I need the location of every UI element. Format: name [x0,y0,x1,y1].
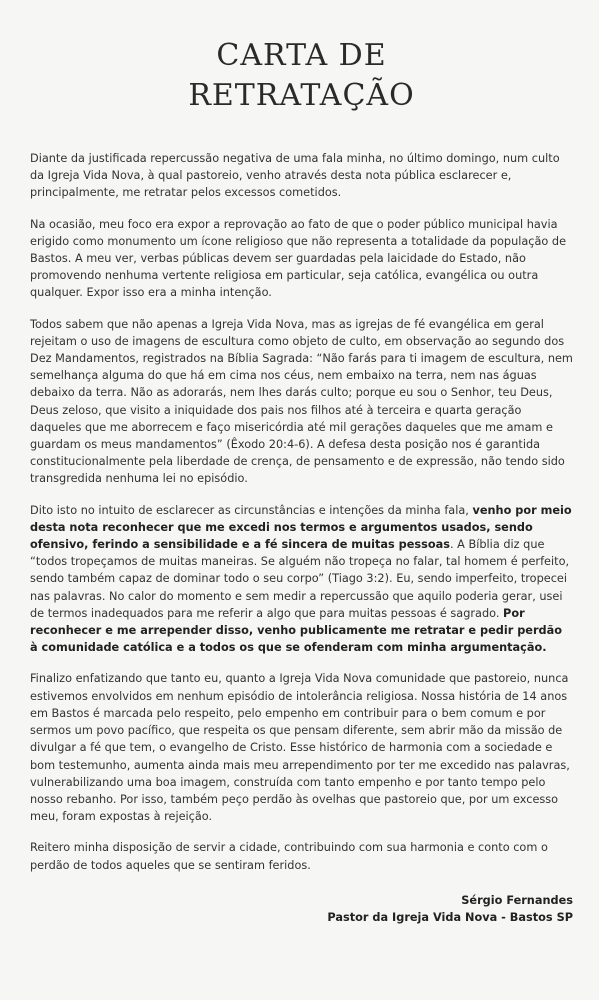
paragraph-4-bold-b: venho por meio desta nota reconhecer que me excedi nos termos e argumentos usados, sendo ofensivo, ferindo a sensibilidade e a fé sincera de muitas pessoas [30,503,572,552]
paragraph-4-bold-d: Por reconhecer e me arrepender disso, venho publicamente me retratar e pedir perdão à comunidade católica e a todos os que se ofenderam com minha argumentação. [30,606,562,655]
letter-body [30,150,573,874]
title-line-2: RETRATAÇÃO [188,78,415,113]
paragraph-4-text-c: . A Bíblia diz que “todos tropeçamos de muitas maneiras. Se alguém não tropeça no falar, tal homem é perfeito, sendo também capaz de dominar todo o seu corpo” (Tiago 3:2). Eu, sendo imperfeito, tropecei nas palavras. No calor do momento e sem medir a repercussão que aquilo poderia gerar, usei de termos inadequados para me referir a algo que para muitas pessoas é sagrado. [30,538,570,620]
paragraph-3: Todos sabem que não apenas a Igreja Vida Nova, mas as igrejas de fé evangélica em geral rejeitam o uso de imagens de escultura como objeto de culto, em observação ao segundo dos Dez Mandamentos, registrados na Bíblia Sagrada: “Não farás para ti imagem de escultura, nem semelhança alguma do que há em cima nos céus, nem embaixo na terra, nem nas águas debaixo da terra. Não as adorarás, nem lhes darás culto; porque eu sou o Senhor, teu Deus, Deus zeloso, que visito a iniquidade dos pais nos filhos até à terceira e quarta geração daqueles que me aborrecem e faço misericórdia até mil gerações daqueles que me amam e guardam os meus mandamentos” (Êxodo 20:4-6). A defesa desta posição nos é garantida constitucionalmente pela liberdade de crença, de pensamento e de expressão, não tendo sido transgredida nenhuma lei no episódio. [30,317,573,486]
paragraph-6: Reitero minha disposição de servir a cidade, contribuindo com sua harmonia e conto com o perdão de todos aqueles que se sentiram feridos. [30,841,548,872]
paragraph-4 [30,502,573,657]
title-line-1: CARTA DE [216,38,387,73]
paragraph-2: Na ocasião, meu foco era expor a reprovação ao fato de que o poder público municipal havia erigido como monumento um ícone religioso que não representa a totalidade da população de Bastos. A meu ver, verbas públicas devem ser guardadas pela laicidade do Estado, não promovendo nenhuma vertente religiosa em particular, seja católica, evangélica ou outra qualquer. Expor isso era a minha intenção. [30,217,567,300]
signature-role: Pastor da Igreja Vida Nova - Bastos SP [327,910,573,924]
paragraph-5: Finalizo enfatizando que tanto eu, quanto a Igreja Vida Nova comunidade que pastoreio, nunca estivemos envolvidos em nenhum episódio de intolerância religiosa. Nossa história de 14 anos em Bastos é marcada pelo respeito, pelo empenho em contribuir para o bem comum e por sermos um povo pacífico, que respeita os que pensam diferente, sem abrir mão da missão de divulgar a fé que tem, o evangelho de Cristo. Esse histórico de harmonia com a sociedade e bom testemunho, aumenta ainda mais meu arrependimento por ter me excedido nas palavras, vulnerabilizando uma boa imagem, construída com tanto empenho e por tanto tempo pelo nosso rebanho. Por isso, também peço perdão às ovelhas que pastoreio que, por um excesso meu, foram expostas à rejeição. [30,672,570,824]
signature-name: Sérgio Fernandes [461,893,573,907]
paragraph-4-text-a: Dito isto no intuito de esclarecer as circunstâncias e intenções da minha fala, [30,503,473,517]
page-title [30,36,573,116]
paragraph-1: Diante da justificada repercussão negativa de uma fala minha, no último domingo, num culto da Igreja Vida Nova, à qual pastoreio, venho através desta nota pública esclarecer e, principalmente, me retratar pelos excessos cometidos. [30,152,560,200]
signature-block [30,892,573,926]
